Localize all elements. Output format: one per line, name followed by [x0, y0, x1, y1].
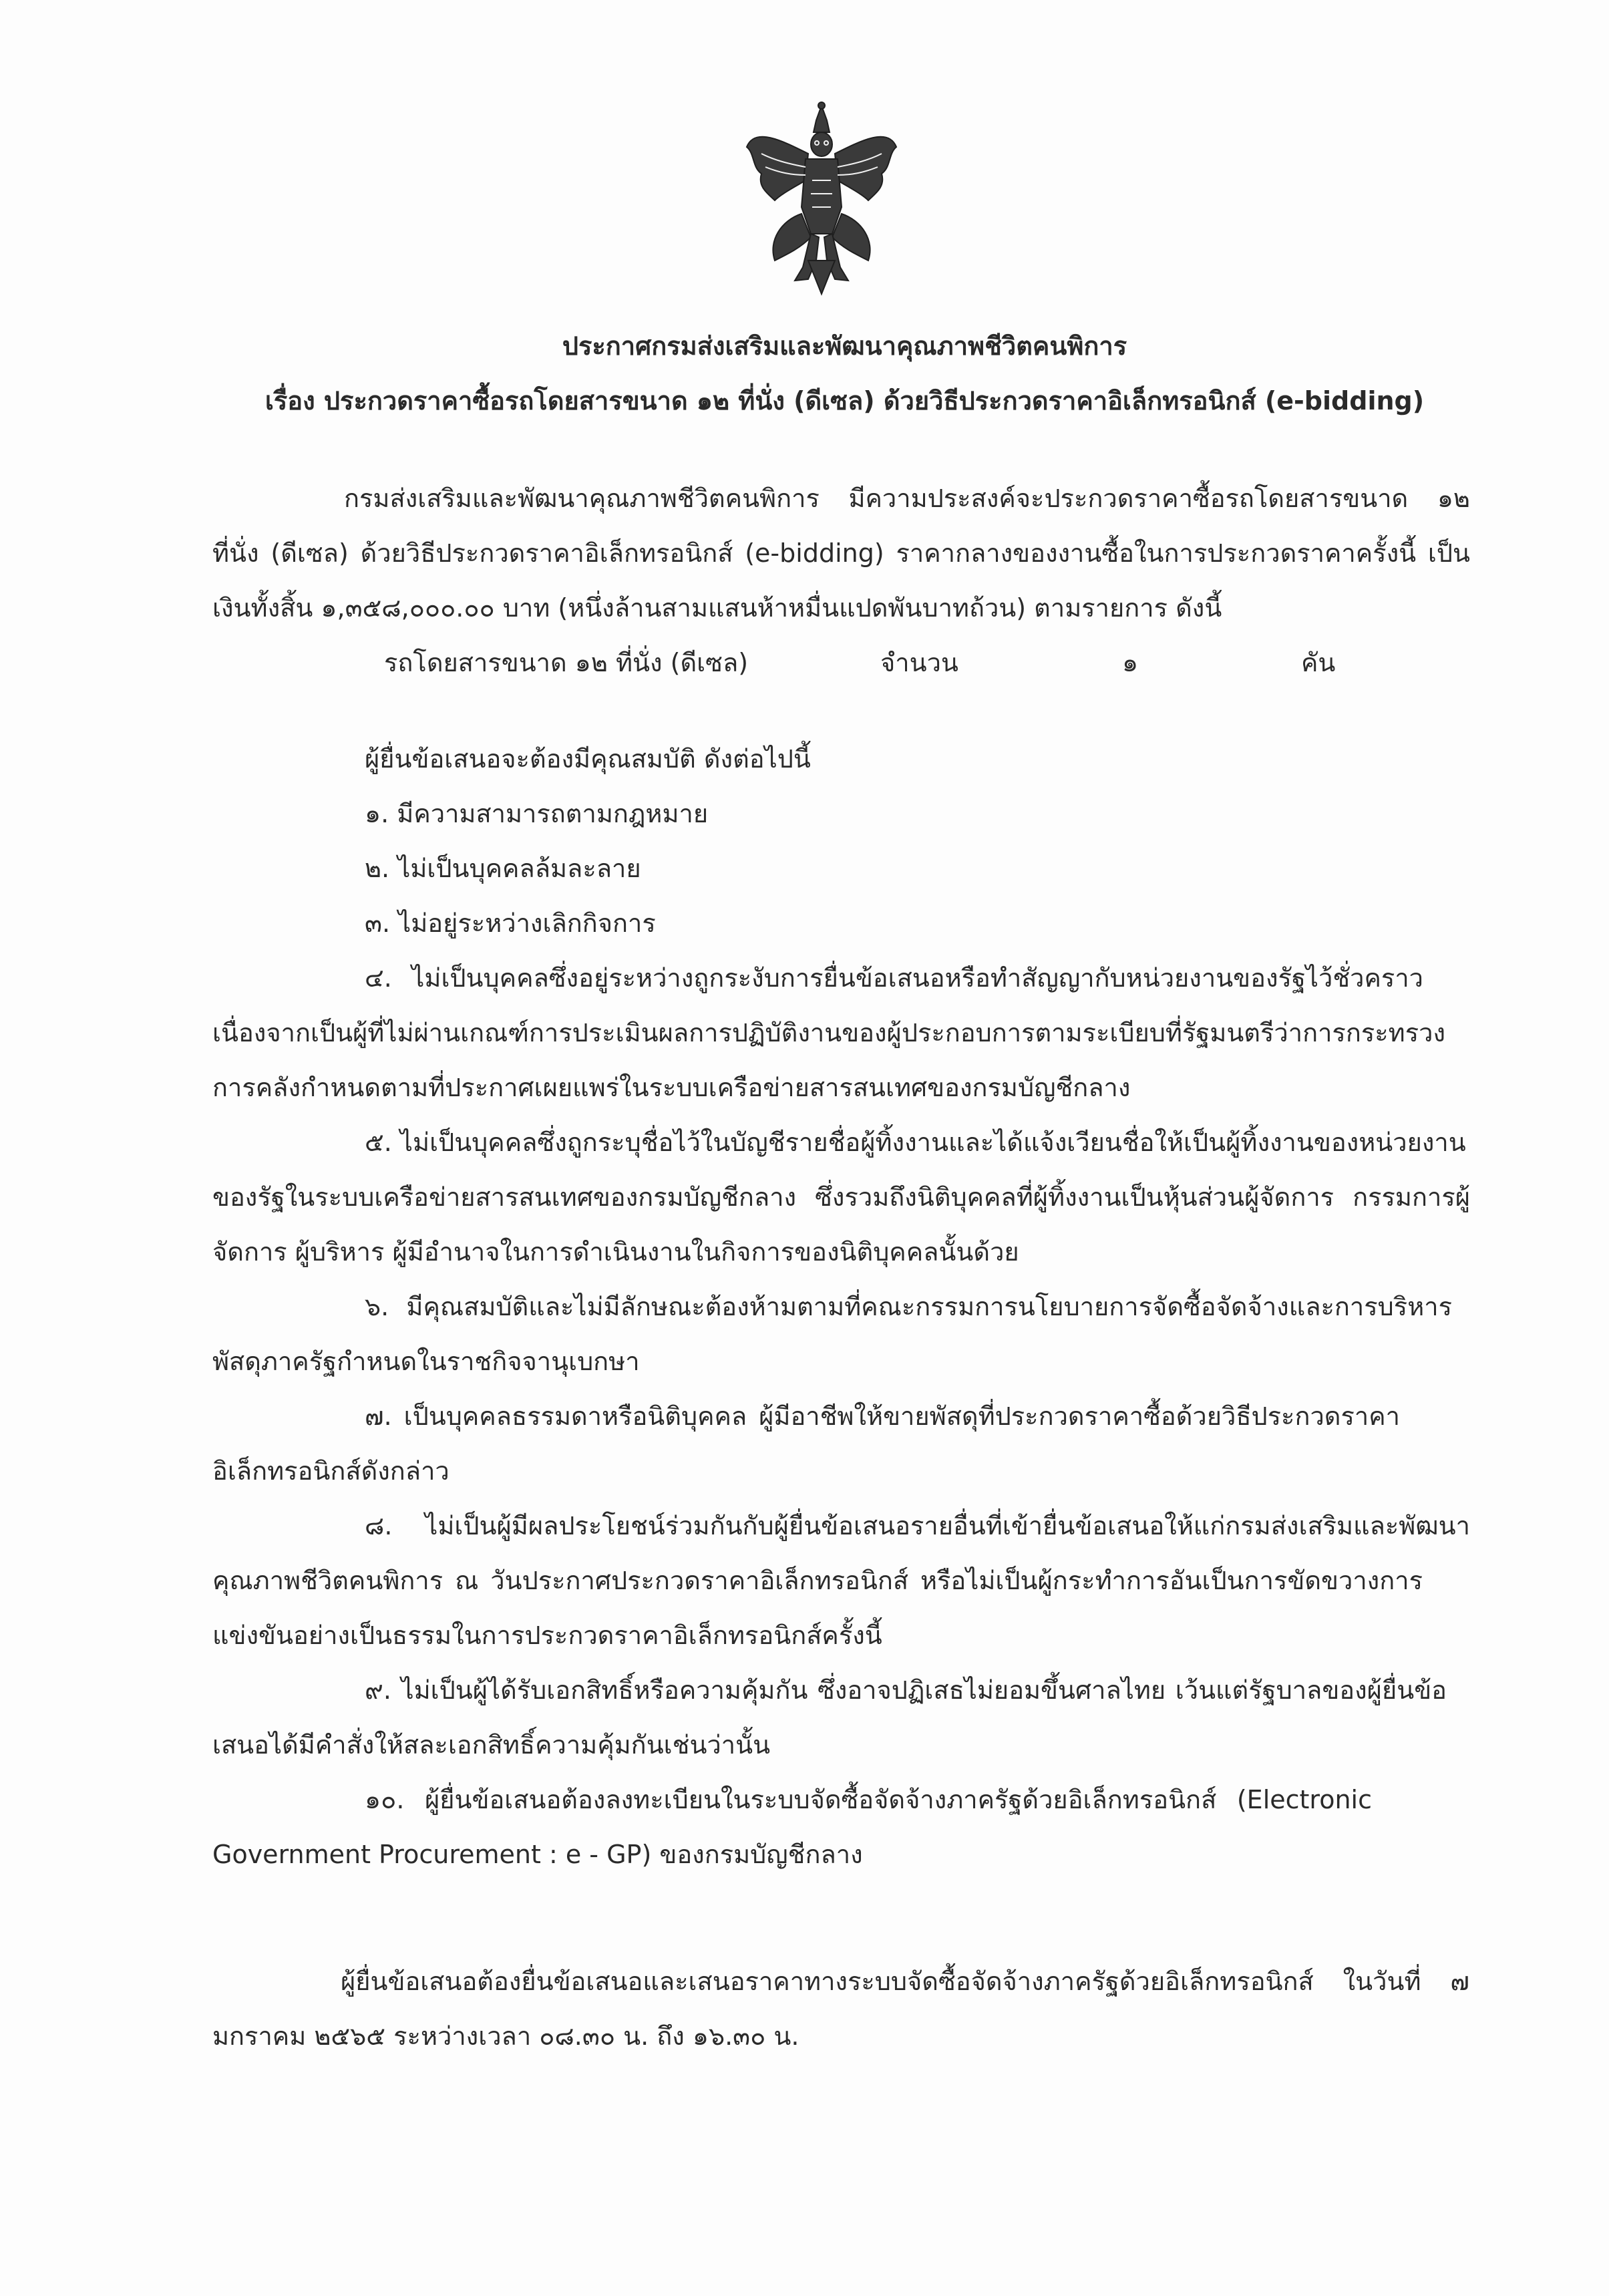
qualification-1: ๑. มีความสามารถตามกฎหมาย	[365, 799, 709, 828]
qualification-3: ๓. ไม่อยู่ระหว่างเลิกกิจการ	[365, 909, 656, 938]
qualification-7-line-2: อิเล็กทรอนิกส์ดังกล่าว	[212, 1456, 450, 1486]
item-unit: คัน	[1301, 648, 1336, 677]
qualification-10-line-1: ๑๐. ผู้ยื่นข้อเสนอต้องลงทะเบียนในระบบจัดซื้อจัดจ้างภาครัฐด้วยอิเล็กทรอนิกส์ (Electronic	[365, 1785, 1372, 1814]
qualification-5-line-3: จัดการ ผู้บริหาร ผู้มีอำนาจในการดำเนินงานในกิจการของนิติบุคคลนั้นด้วย	[212, 1237, 1019, 1267]
garuda-emblem-icon	[741, 100, 902, 301]
qualification-8-line-3: แข่งขันอย่างเป็นธรรมในการประกวดราคาอิเล็กทรอนิกส์ครั้งนี้	[212, 1621, 882, 1650]
intro-line-1: กรมส่งเสริมและพัฒนาคุณภาพชีวิตคนพิการ มีความประสงค์จะประกวดราคาซื้อรถโดยสารขนาด ๑๒	[344, 484, 1470, 513]
qualification-9-line-1: ๙. ไม่เป็นผู้ได้รับเอกสิทธิ์หรือความคุ้มกัน ซึ่งอาจปฏิเสธไม่ยอมขึ้นศาลไทย เว้นแต่รัฐบาลของผู้ยื่นข้อ	[365, 1675, 1447, 1705]
qualification-4-line-2: เนื่องจากเป็นผู้ที่ไม่ผ่านเกณฑ์การประเมินผลการปฏิบัติงานของผู้ประกอบการตามระเบียบที่รัฐมนตรีว่าการกระทรวง	[212, 1018, 1446, 1047]
intro-line-2: ที่นั่ง (ดีเซล) ด้วยวิธีประกวดราคาอิเล็กทรอนิกส์ (e-bidding) ราคากลางของงานซื้อในการประกวดราคาครั้งนี้ เป็น	[212, 538, 1470, 568]
qualification-4-line-3: การคลังกำหนดตามที่ประกาศเผยแพร่ในระบบเครือข่ายสารสนเทศของกรมบัญชีกลาง	[212, 1073, 1131, 1102]
intro-line-3: เงินทั้งสิ้น ๑,๓๕๘,๐๐๐.๐๐ บาท (หนึ่งล้านสามแสนห้าหมื่นแปดพันบาทถ้วน) ตามรายการ ดังนี้	[212, 593, 1222, 623]
qualification-10-line-2: Government Procurement : e - GP) ของกรมบัญชีกลาง	[212, 1840, 863, 1869]
item-qty: ๑	[1122, 648, 1139, 677]
qualification-8-line-2: คุณภาพชีวิตคนพิการ ณ วันประกาศประกวดราคาอิเล็กทรอนิกส์ หรือไม่เป็นผู้กระทำการอันเป็นการขัดขวางการ	[212, 1566, 1423, 1595]
qualification-6-line-2: พัสดุภาครัฐกำหนดในราชกิจจานุเบกษา	[212, 1347, 640, 1376]
qualification-5-line-1: ๕. ไม่เป็นบุคคลซึ่งถูกระบุชื่อไว้ในบัญชีรายชื่อผู้ทิ้งงานและได้แจ้งเวียนชื่อให้เป็นผู้ทิ้งงานของหน่วยงาน	[365, 1128, 1466, 1157]
submission-line-1: ผู้ยื่นข้อเสนอต้องยื่นข้อเสนอและเสนอราคาทางระบบจัดซื้อจัดจ้างภาครัฐด้วยอิเล็กทรอนิกส์ ในวันที่ ๗	[341, 1967, 1469, 1996]
item-name: รถโดยสารขนาด ๑๒ ที่นั่ง (ดีเซล)	[384, 648, 749, 677]
qualification-6-line-1: ๖. มีคุณสมบัติและไม่มีลักษณะต้องห้ามตามที่คณะกรรมการนโยบายการจัดซื้อจัดจ้างและการบริหาร	[365, 1292, 1452, 1321]
page-subject: เรื่อง ประกวดราคาซื้อรถโดยสารขนาด ๑๒ ที่นั่ง (ดีเซล) ด้วยวิธีประกวดราคาอิเล็กทรอนิกส์ (e-bidding)	[264, 386, 1425, 416]
item-qty-label: จำนวน	[880, 648, 958, 677]
qualification-2: ๒. ไม่เป็นบุคคลล้มละลาย	[365, 854, 641, 883]
qualification-4-line-1: ๔. ไม่เป็นบุคคลซึ่งอยู่ระหว่างถูกระงับการยื่นข้อเสนอหรือทำสัญญากับหน่วยงานของรัฐไว้ชั่วคราว	[365, 963, 1423, 993]
qualification-8-line-1: ๘. ไม่เป็นผู้มีผลประโยชน์ร่วมกันกับผู้ยื่นข้อเสนอรายอื่นที่เข้ายื่นข้อเสนอให้แก่กรมส่งเสริมและพัฒนา	[365, 1511, 1470, 1540]
qualification-7-line-1: ๗. เป็นบุคคลธรรมดาหรือนิติบุคคล ผู้มีอาชีพให้ขายพัสดุที่ประกวดราคาซื้อด้วยวิธีประกวดราคา	[365, 1402, 1400, 1431]
qualification-5-line-2: ของรัฐในระบบเครือข่ายสารสนเทศของกรมบัญชีกลาง ซึ่งรวมถึงนิติบุคคลที่ผู้ทิ้งงานเป็นหุ้นส่วนผู้จัดการ กรรมการผู้	[212, 1182, 1470, 1212]
page-title: ประกาศกรมส่งเสริมและพัฒนาคุณภาพชีวิตคนพิการ	[562, 331, 1127, 361]
submission-line-2: มกราคม ๒๕๖๕ ระหว่างเวลา ๐๘.๓๐ น. ถึง ๑๖.๓๐ น.	[212, 2021, 799, 2051]
qualifications-heading: ผู้ยื่นข้อเสนอจะต้องมีคุณสมบัติ ดังต่อไปนี้	[365, 744, 811, 774]
qualification-9-line-2: เสนอได้มีคำสั่งให้สละเอกสิทธิ์ความคุ้มกันเช่นว่านั้น	[212, 1730, 771, 1760]
